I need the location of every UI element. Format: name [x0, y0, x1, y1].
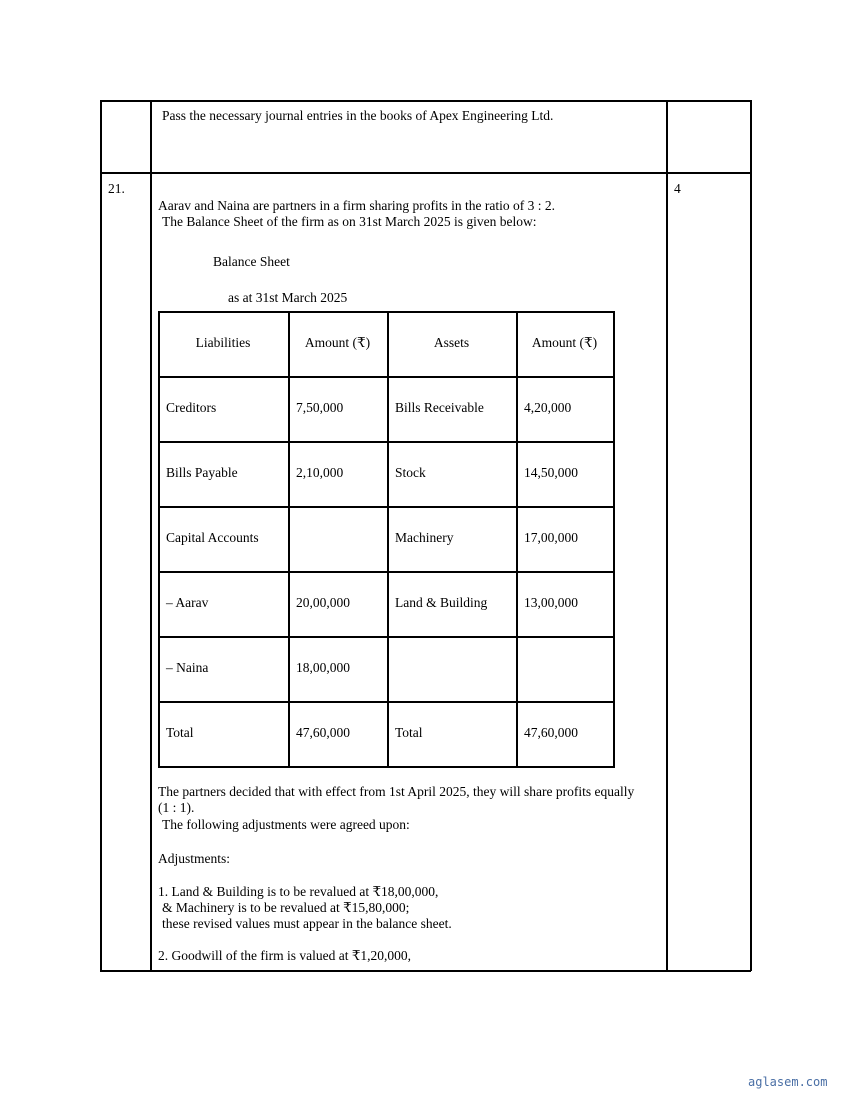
- column-divider-1: [150, 100, 152, 971]
- after-line-1: The partners decided that with effect from 1st April 2025, they will share profits equally: [158, 784, 635, 799]
- question-number: 21.: [108, 181, 125, 196]
- outer-border-right: [750, 100, 752, 971]
- adjustment-2-line-1: 2. Goodwill of the firm is valued at ₹1,20,000,: [158, 948, 412, 963]
- adjustment-1-line-2: & Machinery is to be revalued at ₹15,80,000;: [162, 900, 410, 915]
- bs-cell-r3-c3: 13,00,000: [524, 594, 578, 610]
- bs-cell-r3-c0: – Aarav: [166, 594, 209, 610]
- after-line-3: The following adjustments were agreed upon:: [162, 817, 410, 832]
- bs-cell-r2-c3: 17,00,000: [524, 529, 578, 545]
- bs-vline-0: [158, 311, 160, 768]
- row1-question-text: Pass the necessary journal entries in the books of Apex Engineering Ltd.: [162, 108, 554, 123]
- column-divider-2: [666, 100, 668, 971]
- outer-border-left: [100, 100, 102, 971]
- bs-cell-r1-c0: Bills Payable: [166, 464, 238, 480]
- bs-vline-4: [613, 311, 615, 768]
- outer-border-bottom: [100, 970, 751, 972]
- bs-header-2: Assets: [433, 334, 470, 350]
- adjustment-1-line-1: 1. Land & Building is to be revalued at ₹18,00,000,: [158, 884, 439, 899]
- bs-header-1: Amount (₹): [304, 334, 371, 350]
- watermark: aglasem.com: [748, 1075, 828, 1089]
- bs-header-0: Liabilities: [195, 334, 251, 350]
- bs-cell-r5-c2: Total: [395, 724, 423, 740]
- bs-vline-1: [288, 311, 290, 768]
- bs-cell-r0-c0: Creditors: [166, 399, 217, 415]
- bs-cell-r3-c2: Land & Building: [395, 594, 488, 610]
- bs-vline-2: [387, 311, 389, 768]
- adjustment-1-line-3: these revised values must appear in the balance sheet.: [162, 916, 452, 931]
- intro-line-1: Aarav and Naina are partners in a firm sharing profits in the ratio of 3 : 2.: [158, 198, 555, 213]
- bs-cell-r2-c0: Capital Accounts: [166, 529, 259, 545]
- bs-cell-r2-c2: Machinery: [395, 529, 454, 545]
- question-marks: 4: [674, 181, 681, 196]
- balance-sheet-title: Balance Sheet: [213, 254, 290, 269]
- balance-sheet-subtitle: as at 31st March 2025: [228, 290, 348, 305]
- intro-line-2: The Balance Sheet of the firm as on 31st March 2025 is given below:: [162, 214, 537, 229]
- bs-cell-r5-c3: 47,60,000: [524, 724, 578, 740]
- bs-cell-r4-c0: – Naina: [166, 659, 209, 675]
- bs-cell-r3-c1: 20,00,000: [296, 594, 350, 610]
- bs-cell-r5-c1: 47,60,000: [296, 724, 350, 740]
- bs-cell-r0-c3: 4,20,000: [524, 399, 572, 415]
- bs-cell-r1-c3: 14,50,000: [524, 464, 578, 480]
- bs-cell-r1-c2: Stock: [395, 464, 426, 480]
- bs-cell-r0-c1: 7,50,000: [296, 399, 344, 415]
- adjustments-heading: Adjustments:: [158, 851, 231, 866]
- bs-cell-r1-c1: 2,10,000: [296, 464, 344, 480]
- bs-vline-3: [516, 311, 518, 768]
- bs-cell-r0-c2: Bills Receivable: [395, 399, 484, 415]
- after-line-2: (1 : 1).: [158, 800, 195, 815]
- outer-border-top: [100, 100, 751, 102]
- bs-header-3: Amount (₹): [531, 334, 598, 350]
- bs-cell-r4-c1: 18,00,000: [296, 659, 350, 675]
- row-divider: [100, 172, 751, 174]
- bs-cell-r5-c0: Total: [166, 724, 194, 740]
